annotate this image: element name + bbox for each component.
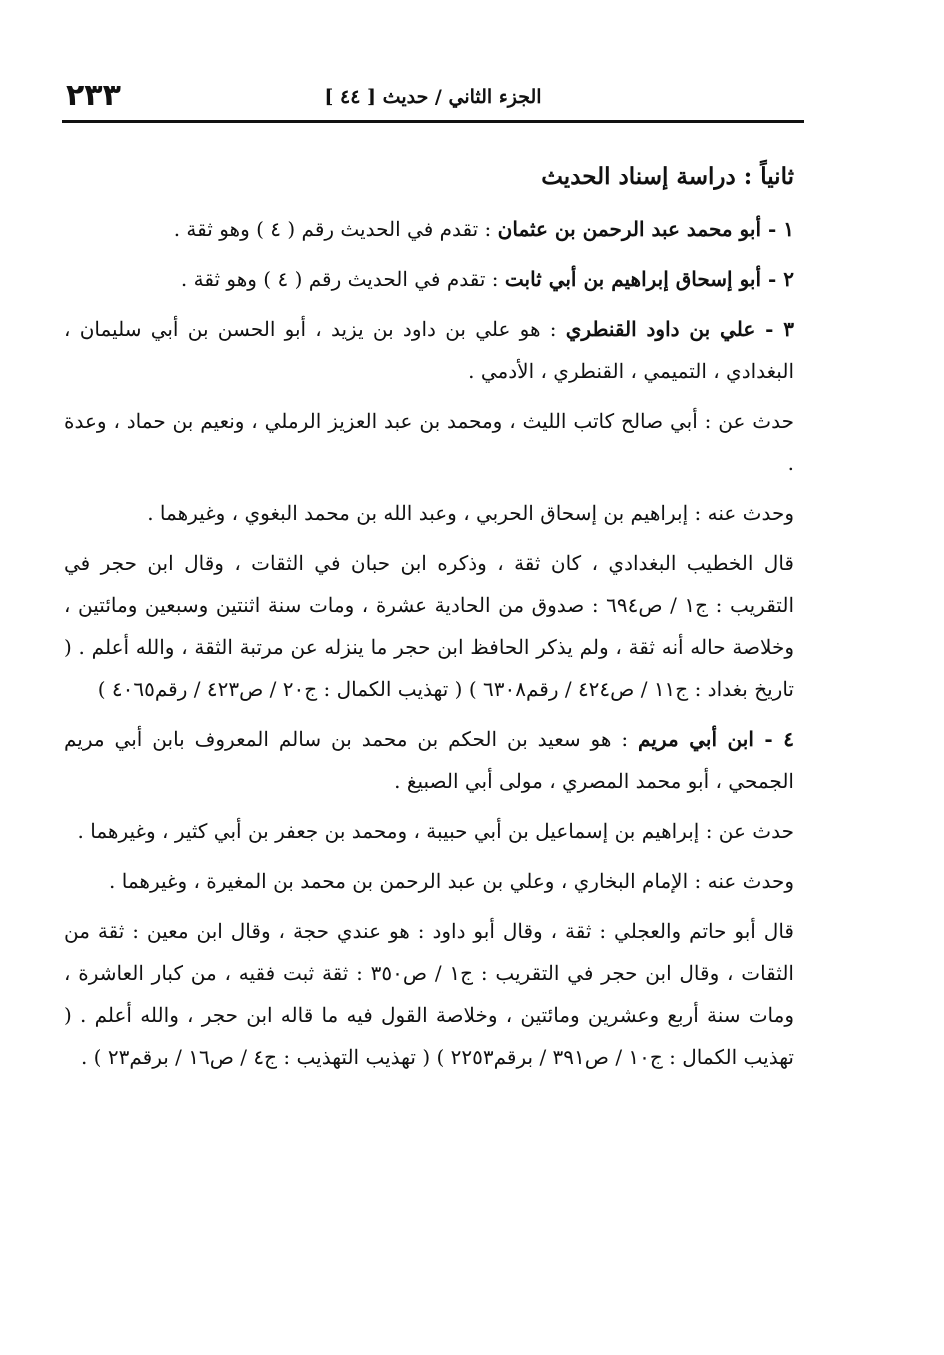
paragraph-3 xyxy=(64,308,794,392)
narrator-name: ٢ - أبو إسحاق إبراهيم بن أبي ثابت xyxy=(504,267,794,291)
narrator-name: ١ - أبو محمد عبد الرحمن بن عثمان xyxy=(497,217,794,241)
page-body xyxy=(64,156,794,1086)
paragraph-text: حدث عن : إبراهيم بن إسماعيل بن أبي حبيبة ، ومحمد بن جعفر بن أبي كثير ، وغيرهما . xyxy=(77,819,794,843)
page-header xyxy=(62,78,804,118)
paragraph-text: وحدث عنه : إبراهيم بن إسحاق الحربي ، وعبد الله بن محمد البغوي ، وغيرهما . xyxy=(147,501,794,525)
paragraph-text: وحدث عنه : الإمام البخاري ، وعلي بن عبد الرحمن بن محمد بن المغيرة ، وغيرهما . xyxy=(109,869,794,893)
paragraph-text: : تقدم في الحديث رقم ( ٤ ) وهو ثقة . xyxy=(180,267,505,291)
paragraph-5 xyxy=(64,492,794,534)
paragraph-text: قال الخطيب البغدادي ، كان ثقة ، وذكره ابن حبان في الثقات ، وقال ابن حجر في التقريب : ج١ / ص٦٩٤ : صدوق من الحادية عشرة ، ومات سنة اثنتين وسبعين ومائتين ، وخلاصة حاله أنه ثقة ، ولم يذكر الحافظ ابن حجر ما ينزله عن مرتبة الثقة ، والله أعلم . ( تاريخ بغداد : ج١١ / ص٤٢٤ / رقم٦٣٠٨ ) ( تهذيب الكمال : ج٢٠ / ص٤٢٣ / رقم٤٠٦٥ ) xyxy=(64,551,794,701)
paragraph-text: : هو علي بن داود بن يزيد ، أبو الحسن بن أبي سليمان ، البغدادي ، التميمي ، القنطري ، الأدمي . xyxy=(64,317,794,383)
running-title: الجزء الثاني / حديث [ ٤٤ ] xyxy=(324,86,542,108)
paragraph-4 xyxy=(64,400,794,484)
paragraph-9 xyxy=(64,860,794,902)
header-rule xyxy=(62,120,804,123)
paragraph-8 xyxy=(64,810,794,852)
paragraph-text: حدث عن : أبي صالح كاتب الليث ، ومحمد بن عبد العزيز الرملي ، ونعيم بن حماد ، وعدة . xyxy=(64,409,794,475)
paragraph-1 xyxy=(64,208,794,250)
paragraph-2 xyxy=(64,258,794,300)
paragraph-text: : تقدم في الحديث رقم ( ٤ ) وهو ثقة . xyxy=(173,217,498,241)
paragraph-7 xyxy=(64,718,794,802)
paragraph-6 xyxy=(64,542,794,710)
section-title: ثانياً : دراسة إسناد الحديث xyxy=(541,163,794,190)
paragraph-text: : هو سعيد بن الحكم بن محمد بن سالم المعروف بابن أبي مريم الجمحي ، أبو محمد المصري ، مولى أبي الصبيغ . xyxy=(64,727,794,793)
paragraph-text: قال أبو حاتم والعجلي : ثقة ، وقال أبو داود : هو عندي حجة ، وقال ابن معين : ثقة من الثقات ، وقال ابن حجر في التقريب : ج١ / ص٣٥٠ : ثقة ثبت فقيه ، من كبار العاشرة ، ومات سنة أربع وعشرين ومائتين ، وخلاصة القول فيه ما قاله ابن حجر ، والله أعلم . ( تهذيب الكمال : ج١٠ / ص٣٩١ / برقم٢٢٥٣ ) ( تهذيب التهذيب : ج٤ / ص١٦ / برقم٢٣ ) . xyxy=(64,919,794,1069)
narrator-name: ٤ - ابن أبي مريم xyxy=(638,727,795,751)
page-number: ٢٣٣ xyxy=(66,78,121,113)
paragraph-10 xyxy=(64,910,794,1078)
narrator-name: ٣ - علي بن داود القنطري xyxy=(565,317,794,341)
